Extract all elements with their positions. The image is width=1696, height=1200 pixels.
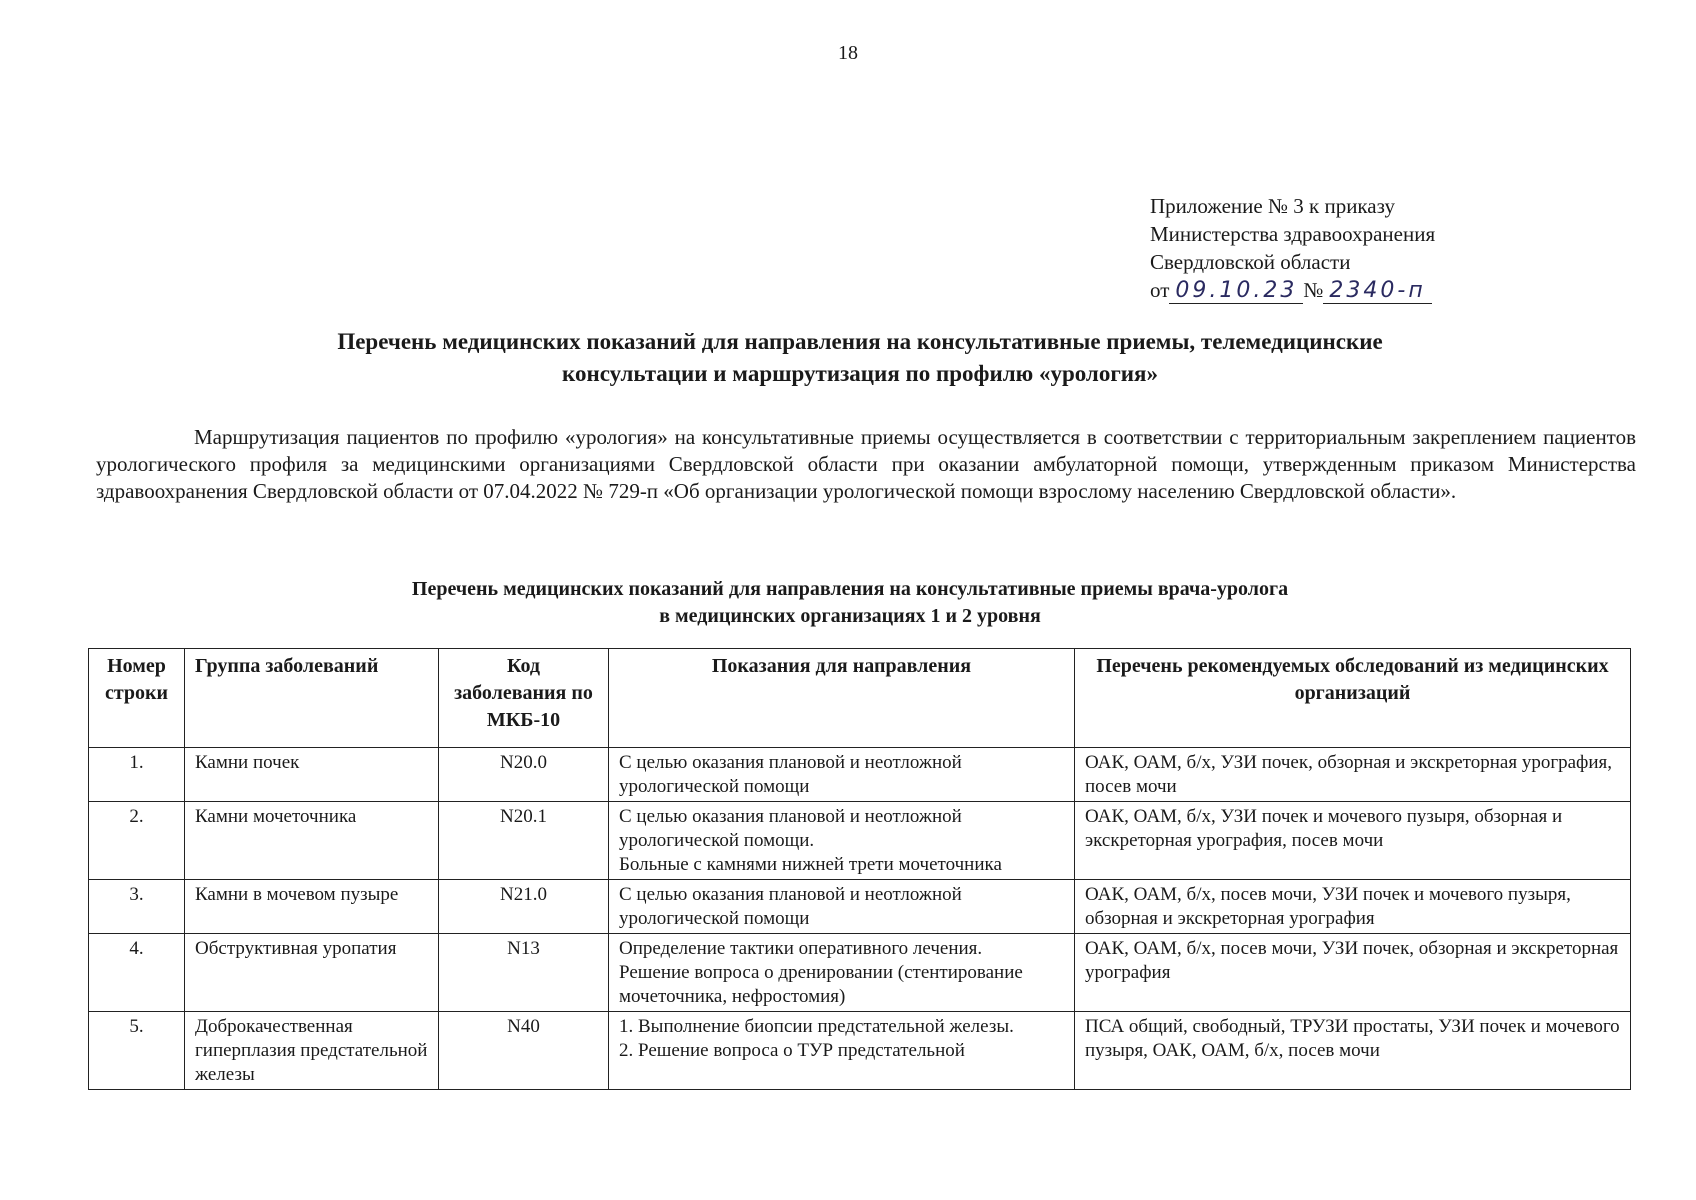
row-num: 5. [89, 1012, 185, 1090]
row-indications [609, 934, 1075, 1012]
appendix-line-2: Министерства здравоохранения [1150, 222, 1436, 246]
appendix-line-1: Приложение № 3 к приказу [1150, 194, 1395, 218]
indication-line: 1. Выполнение биопсии предстательной железы. [619, 1016, 1014, 1037]
handwritten-date: 09.10.23 [1169, 279, 1303, 304]
row-group: Обструктивная уропатия [185, 934, 439, 1012]
indications-table [88, 648, 1631, 1090]
table-row [89, 1012, 1631, 1090]
row-code: N40 [439, 1012, 609, 1090]
table-row [89, 802, 1631, 880]
row-code: N21.0 [439, 880, 609, 934]
main-title-line-1: Перечень медицинских показаний для направления на консультативные приемы, телемедицинские [337, 329, 1383, 354]
page-number: 18 [838, 42, 858, 64]
table-title-line-1: Перечень медицинских показаний для направления на консультативные приемы врача-уролога [411, 578, 1289, 600]
row-exams: ОАК, ОАМ, б/х, посев мочи, УЗИ почек, обзорная и экскреторная урография [1075, 934, 1631, 1012]
header-indications: Показания для направления [609, 649, 1075, 748]
indication-line: Решение вопроса о дренировании (стентирование мочеточника, нефростомия) [619, 962, 1023, 1007]
indication-line: С целью оказания плановой и неотложной урологической помощи [619, 752, 962, 797]
indication-line: Больные с камнями нижней трети мочеточника [619, 854, 1002, 875]
row-group: Камни мочеточника [185, 802, 439, 880]
header-exams: Перечень рекомендуемых обследований из медицинских организаций [1075, 649, 1631, 748]
table-title-line-2: в медицинских организациях 1 и 2 уровня [659, 605, 1041, 627]
row-group: Камни почек [185, 748, 439, 802]
row-num: 2. [89, 802, 185, 880]
row-num: 4. [89, 934, 185, 1012]
row-exams: ОАК, ОАМ, б/х, посев мочи, УЗИ почек и мочевого пузыря, обзорная и экскреторная урография [1075, 880, 1631, 934]
row-indications [609, 1012, 1075, 1090]
appendix-date-line [1150, 276, 1435, 304]
row-indications [609, 880, 1075, 934]
appendix-block [1150, 192, 1435, 304]
row-num: 1. [89, 748, 185, 802]
table-header-row [89, 649, 1631, 748]
main-title [120, 326, 1600, 390]
handwritten-order-number: 2340-п [1323, 279, 1431, 304]
indication-line: С целью оказания плановой и неотложной урологической помощи [619, 884, 962, 929]
appendix-line-3: Свердловской области [1150, 250, 1351, 274]
header-code: Код заболевания по МКБ-10 [439, 649, 609, 748]
row-code: N13 [439, 934, 609, 1012]
main-title-line-2: консультации и маршрутизация по профилю «урология» [562, 361, 1158, 386]
row-exams: ОАК, ОАМ, б/х, УЗИ почек, обзорная и экскреторная урография, посев мочи [1075, 748, 1631, 802]
table-row [89, 880, 1631, 934]
row-group: Камни в мочевом пузыре [185, 880, 439, 934]
table-title [200, 576, 1500, 630]
intro-paragraph: Маршрутизация пациентов по профилю «урология» на консультативные приемы осуществляется в соответствии с территориальным закреплением пациентов урологического профиля за медицинскими организациями Свердловской области при оказании амбулаторной помощи, утвержденным приказом Министерства здравоохранения Свердловской области от 07.04.2022 № 729-п «Об организации урологической помощи взрослому населению Свердловской области». [96, 425, 1636, 503]
number-prefix: № [1303, 278, 1324, 302]
row-code: N20.1 [439, 802, 609, 880]
table-row [89, 934, 1631, 1012]
row-num: 3. [89, 880, 185, 934]
header-group: Группа заболеваний [185, 649, 439, 748]
indication-line: 2. Решение вопроса о ТУР предстательной [619, 1040, 965, 1061]
row-indications [609, 802, 1075, 880]
indication-line: С целью оказания плановой и неотложной урологической помощи. [619, 806, 962, 851]
indication-line: Определение тактики оперативного лечения. [619, 938, 983, 959]
row-exams: ОАК, ОАМ, б/х, УЗИ почек и мочевого пузыря, обзорная и экскреторная урография, посев мочи [1075, 802, 1631, 880]
row-indications [609, 748, 1075, 802]
row-group: Доброкачественная гиперплазия предстательной железы [185, 1012, 439, 1090]
header-num: Номер строки [89, 649, 185, 748]
row-code: N20.0 [439, 748, 609, 802]
date-prefix: от [1150, 278, 1170, 302]
row-exams: ПСА общий, свободный, ТРУЗИ простаты, УЗИ почек и мочевого пузыря, ОАК, ОАМ, б/х, посев мочи [1075, 1012, 1631, 1090]
table-row [89, 748, 1631, 802]
